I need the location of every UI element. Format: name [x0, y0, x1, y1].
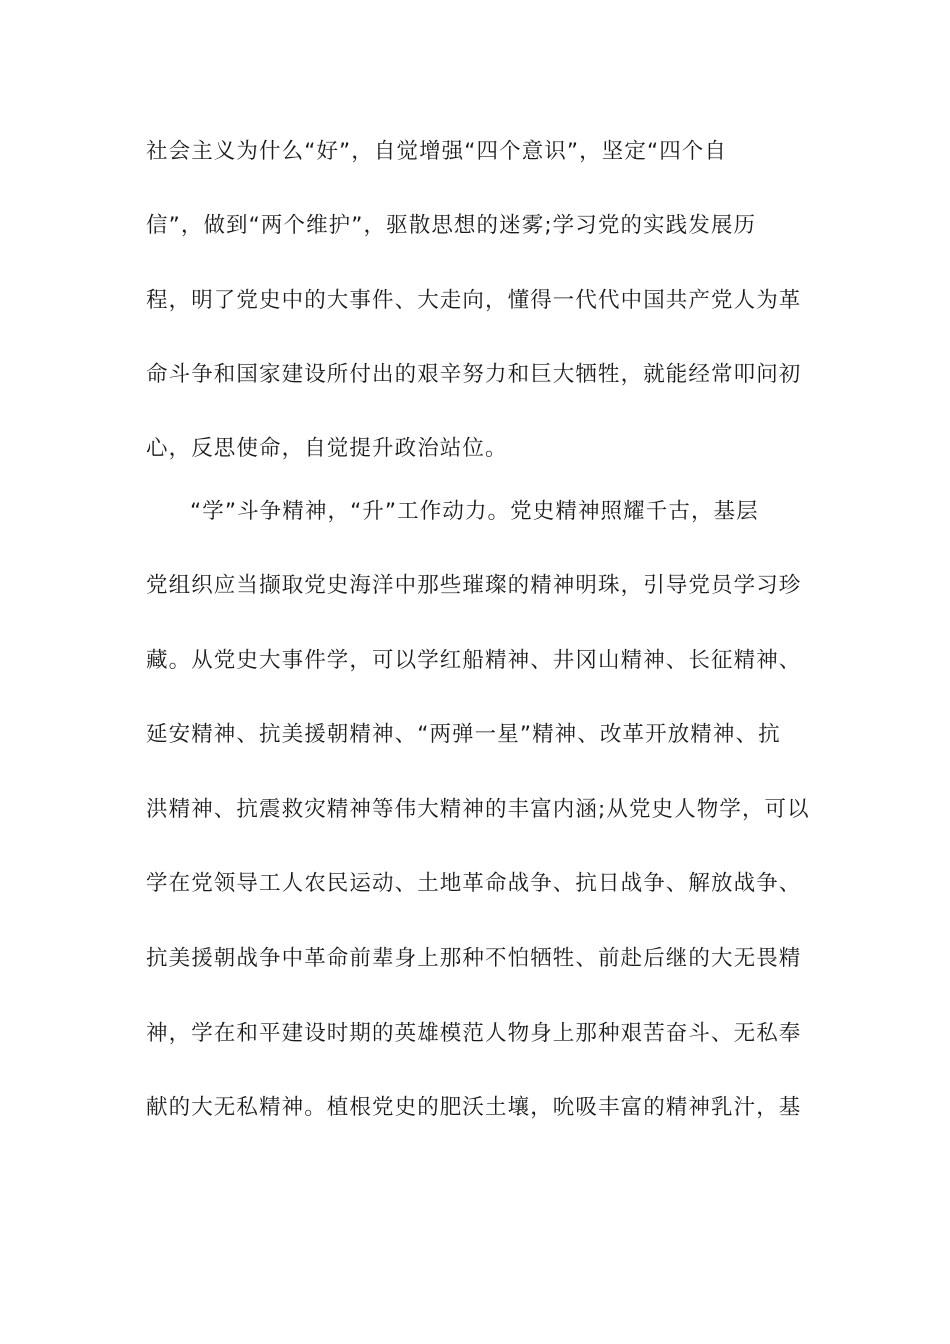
text-line: 藏。从党史大事件学，可以学红船精神、井冈山精神、长征精神、	[146, 648, 802, 673]
text-line: 程，明了党史中的大事件、大走向，懂得一代代中国共产党人为革	[146, 288, 802, 313]
text-line: 洪精神、抗震救灾精神等伟大精神的丰富内涵;从党史人物学，可以	[146, 797, 810, 822]
text-line: 抗美援朝战争中革命前辈身上那种不怕牺牲、前赴后继的大无畏精	[146, 946, 802, 971]
paragraph-start-line: “学”斗争精神，“升”工作动力。党史精神照耀千古，基层	[190, 499, 759, 524]
text-line: 党组织应当撷取党史海洋中那些璀璨的精神明珠，引导党员学习珍	[146, 573, 802, 598]
text-line: 命斗争和国家建设所付出的艰辛努力和巨大牺牲，就能经常叩问初	[146, 362, 802, 387]
text-line: 心，反思使命，自觉提升政治站位。	[146, 436, 508, 461]
text-line: 献的大无私精神。植根党史的肥沃土壤，吮吸丰富的精神乳汁，基	[146, 1095, 802, 1120]
text-line: 社会主义为什么“好”，自觉增强“四个意识”，坚定“四个自	[146, 139, 727, 164]
text-line: 神，学在和平建设时期的英雄模范人物身上那种艰苦奋斗、无私奉	[146, 1021, 802, 1046]
text-line: 学在党领导工人农民运动、土地革命战争、抗日战争、解放战争、	[146, 871, 802, 896]
text-line: 延安精神、抗美援朝精神、“两弹一星”精神、改革开放精神、抗	[146, 722, 781, 747]
text-line: 信”，做到“两个维护”，驱散思想的迷雾;学习党的实践发展历	[146, 213, 757, 238]
